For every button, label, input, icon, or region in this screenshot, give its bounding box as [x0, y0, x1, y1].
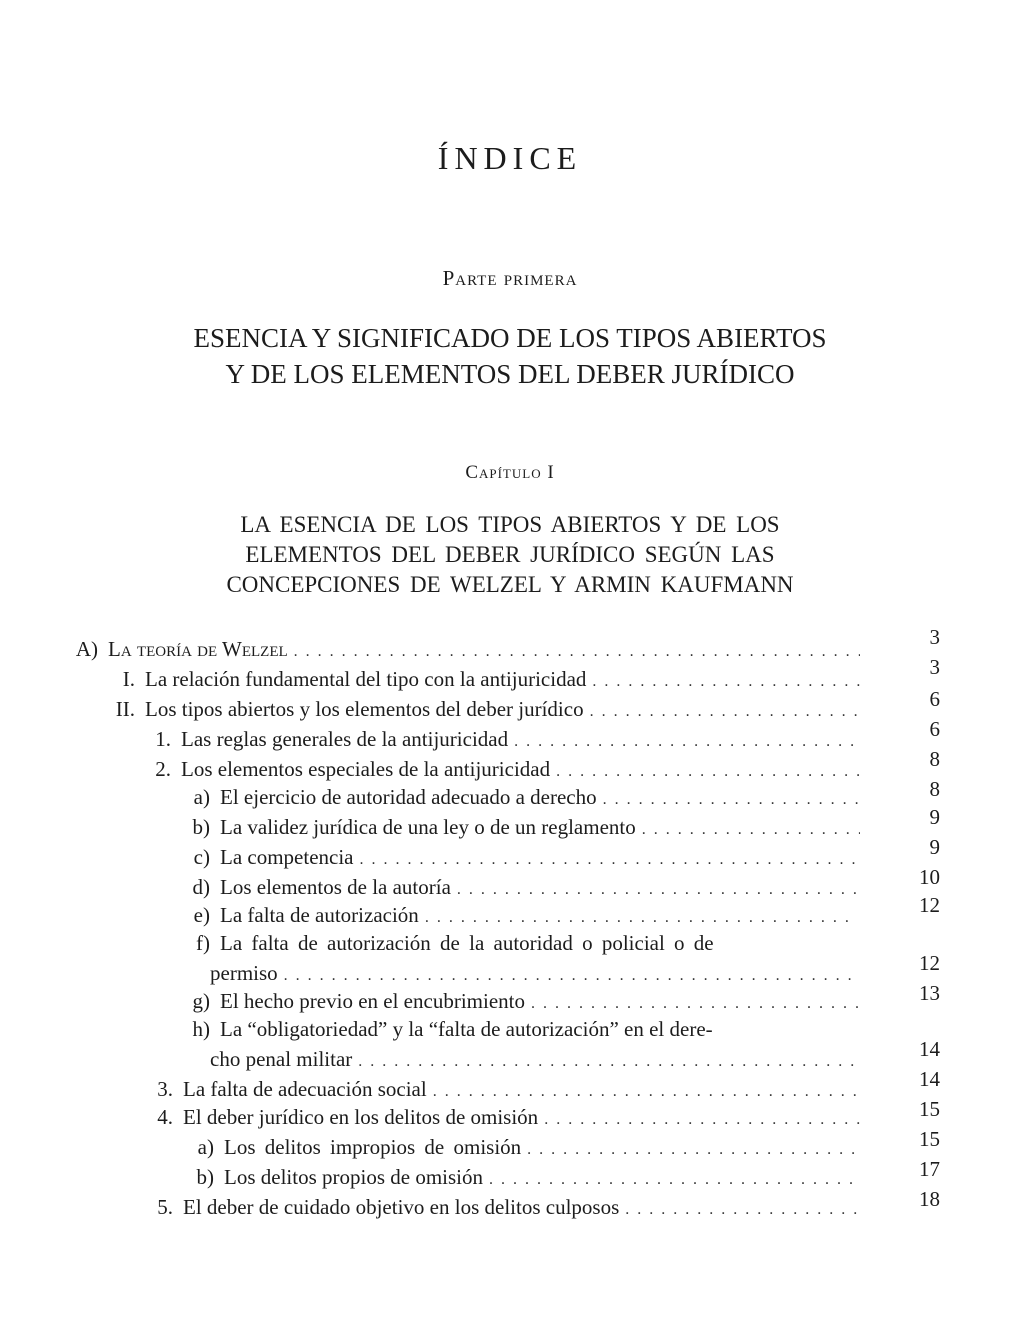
toc-entry-page: 8 [929, 777, 940, 801]
toc-entry[interactable] [172, 1014, 862, 1044]
toc-entry[interactable] [50, 634, 860, 664]
chapter-title-line-2: ELEMENTOS DEL DEBER JURÍDICO SEGÚN LAS [245, 542, 775, 567]
toc-entry-continuation [210, 1044, 860, 1074]
toc-entry-page: 6 [929, 717, 940, 741]
toc-entry[interactable] [95, 664, 860, 694]
toc-entry-label: La falta de adecuación social [183, 1077, 427, 1101]
toc-entry-label: El deber de cuidado objetivo en los delitos culposos [183, 1195, 620, 1219]
dot-leader [294, 637, 860, 667]
toc-entry-label: cho penal militar [210, 1047, 353, 1071]
part-title-line-2: Y DE LOS ELEMENTOS DEL DEBER JURÍDICO [225, 359, 795, 389]
toc-entry-page: 15 [919, 1127, 940, 1151]
dot-leader [592, 667, 860, 697]
toc-entry-number: 4. [157, 1105, 173, 1129]
toc-entry-label: Los tipos abiertos y los elementos del deber jurídico [145, 697, 584, 721]
toc-entry-label: permiso [210, 961, 278, 985]
toc-entry-number: 5. [157, 1195, 173, 1219]
toc-entry-page: 6 [929, 687, 940, 711]
dot-leader [514, 727, 860, 757]
toc-entry-page: 10 [919, 865, 940, 889]
toc-entry-page: 14 [919, 1037, 940, 1061]
dot-leader [625, 1195, 860, 1225]
toc-entry-label: El deber jurídico en los delitos de omisión [183, 1105, 539, 1129]
part-label: Parte primera [442, 266, 578, 290]
toc-entry-number: b) [192, 815, 210, 839]
chapter-title-line-1: LA ESENCIA DE LOS TIPOS ABIERTOS Y DE LOS [240, 512, 780, 537]
toc-entry-number: h) [192, 1017, 210, 1041]
toc-entry-continuation [210, 958, 860, 988]
toc-entry-label: Los elementos especiales de la antijuricidad [181, 757, 551, 781]
dot-leader [590, 697, 860, 727]
toc-entry-label: El ejercicio de autoridad adecuado a derecho [220, 785, 597, 809]
toc-entry-label: La falta de autorización de la autoridad o policial o de [220, 931, 714, 955]
toc-entry-label: La “obligatoriedad” y la “falta de autorización” en el dere- [220, 1017, 713, 1041]
toc-entry-label: La relación fundamental del tipo con la antijuricidad [145, 667, 587, 691]
toc-entry[interactable] [172, 928, 862, 958]
toc-entry-number: I. [122, 667, 135, 691]
toc-entry-number: a) [193, 785, 210, 809]
toc-entry[interactable] [172, 812, 860, 842]
toc-entry-page: 14 [919, 1067, 940, 1091]
toc-entry-page: 13 [919, 981, 940, 1005]
toc-entry-label: La validez jurídica de una ley o de un reglamento [220, 815, 636, 839]
toc-entry[interactable] [172, 782, 860, 812]
dot-leader [603, 785, 860, 815]
toc-entry-number: 1. [155, 727, 171, 751]
toc-entry-page: 17 [919, 1157, 940, 1181]
dot-leader [360, 845, 860, 875]
part-title [0, 320, 1020, 392]
toc-entry-page: 9 [929, 835, 940, 859]
toc-entry-number: a) [197, 1135, 214, 1159]
toc-entry-page: 18 [919, 1187, 940, 1211]
dot-leader [527, 1135, 860, 1165]
toc-entry-number: d) [192, 875, 210, 899]
toc-entry-page: 3 [929, 625, 940, 649]
toc-entry-page: 9 [929, 805, 940, 829]
toc-entry-page: 12 [919, 951, 940, 975]
dot-leader [358, 1047, 860, 1077]
toc-entry[interactable] [135, 1192, 860, 1222]
toc-entry-label: Las reglas generales de la antijuricidad [181, 727, 509, 751]
toc-entry[interactable] [135, 754, 860, 784]
toc-entry-number: e) [193, 903, 210, 927]
toc-entry-label: Los delitos impropios de omisión [224, 1135, 522, 1159]
dot-leader [642, 815, 860, 845]
dot-leader [489, 1165, 860, 1195]
toc-entry[interactable] [135, 724, 860, 754]
toc-entry-page: 3 [929, 655, 940, 679]
toc-entry-number: II. [115, 697, 135, 721]
part-title-line-1: ESENCIA Y SIGNIFICADO DE LOS TIPOS ABIERTOS [193, 323, 827, 353]
toc-entry-number: 2. [155, 757, 171, 781]
chapter-label: Capítulo I [465, 462, 555, 483]
toc-entry-page: 8 [929, 747, 940, 771]
toc-entry[interactable] [95, 694, 860, 724]
toc-entry[interactable] [172, 900, 850, 930]
toc-entry-number: c) [193, 845, 210, 869]
toc-entry-number: b) [196, 1165, 214, 1189]
toc-entry-page: 12 [919, 893, 940, 917]
index-title: ÍNDICE [437, 140, 583, 176]
toc-entry[interactable] [172, 872, 860, 902]
chapter-title [0, 510, 1020, 600]
toc-entry[interactable] [172, 986, 860, 1016]
dot-leader [544, 1105, 860, 1135]
toc-entry[interactable] [172, 842, 860, 872]
chapter-title-line-3: CONCEPCIONES DE WELZEL Y ARMIN KAUFMANN [226, 572, 794, 597]
toc-entry-number: f) [196, 931, 210, 955]
toc-entry-number: g) [192, 989, 210, 1013]
toc-entry[interactable] [172, 1162, 860, 1192]
toc-entry[interactable] [172, 1132, 860, 1162]
toc-entry-label: La competencia [220, 845, 354, 869]
toc-entry-label: Los elementos de la autoría [220, 875, 451, 899]
toc-entry-number: A) [75, 637, 98, 661]
toc-entry-number: 3. [157, 1077, 173, 1101]
toc-entry-label: Los delitos propios de omisión [224, 1165, 483, 1189]
toc-entry-page: 15 [919, 1097, 940, 1121]
toc-entry-label: La teoría de Welzel [108, 637, 288, 661]
toc-entry[interactable] [135, 1102, 860, 1132]
toc-entry-label: El hecho previo en el encubrimiento [220, 989, 525, 1013]
toc-entry[interactable] [135, 1074, 860, 1104]
toc-entry-label: La falta de autorización [220, 903, 419, 927]
